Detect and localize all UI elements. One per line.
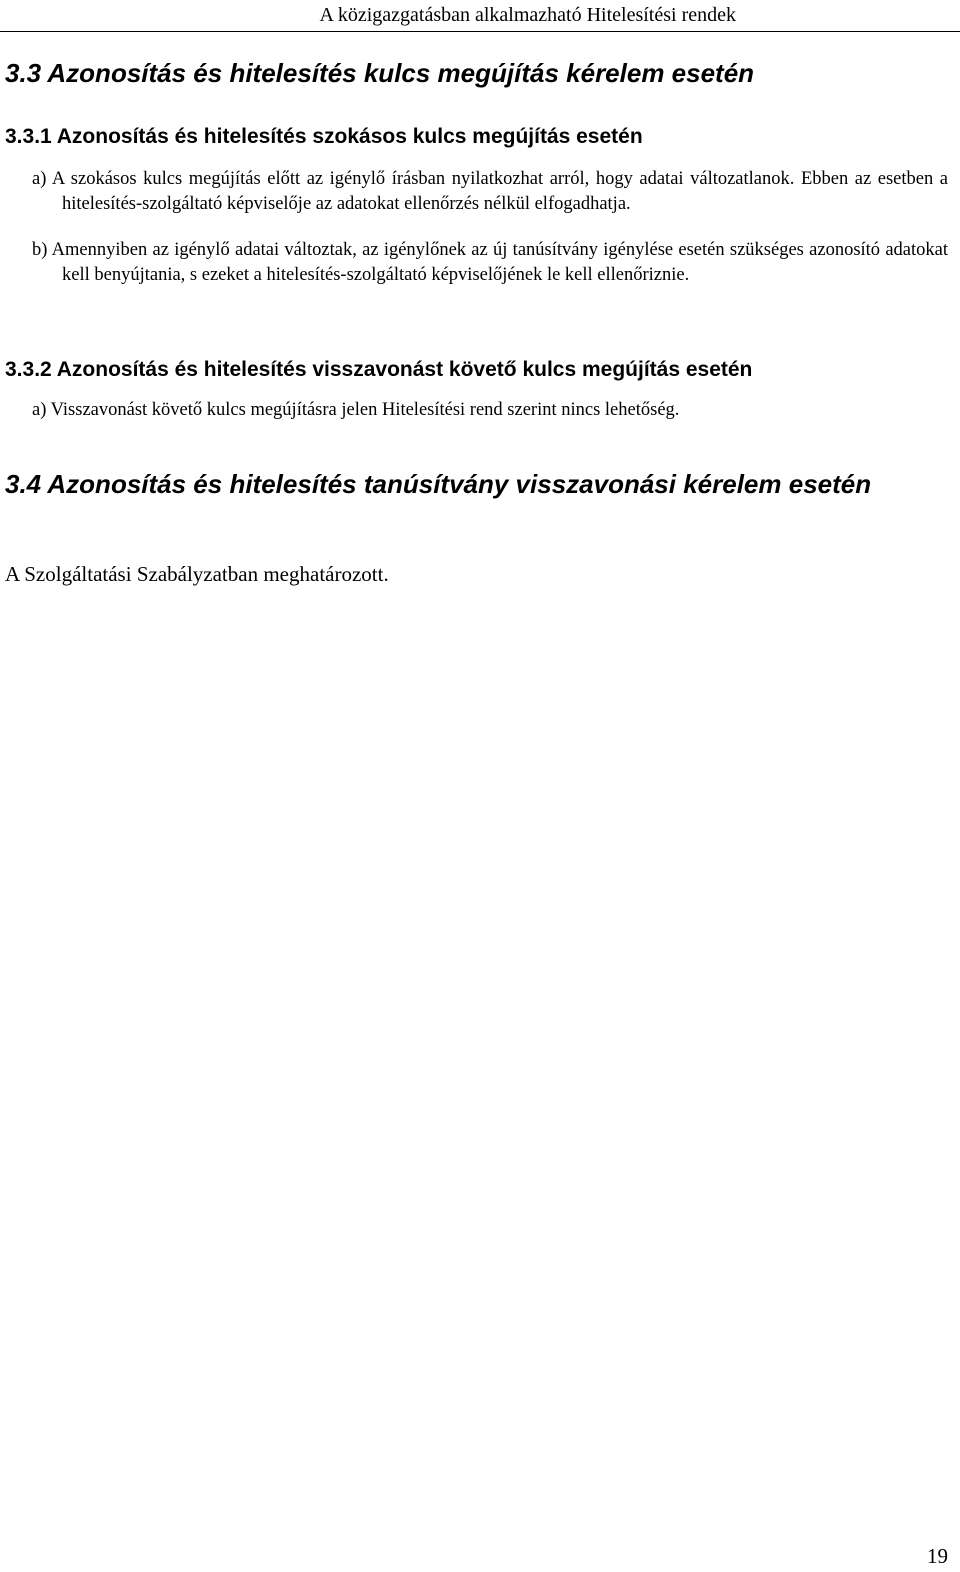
section-3-3-1-item-a: a) A szokásos kulcs megújítás előtt az igénylő írásban nyilatkozhat arról, hogy adatai változatlanok. Ebben az esetben a hitelesítés-szolgáltató képviselője az adatokat ellenőrzés nélkül elfogadhatja. [32, 169, 948, 214]
section-3-3-1-heading: 3.3.1 Azonosítás és hitelesítés szokásos kulcs megújítás esetén [5, 125, 643, 148]
section-3-3-2-item-a: a) Visszavonást követő kulcs megújításra jelen Hitelesítési rend szerint nincs lehetőség. [32, 400, 680, 420]
section-3-3-1-item-b: b) Amennyiben az igénylő adatai változtak, az igénylőnek az új tanúsítvány igénylése esetén szükséges azonosító adatokat kell benyújtania, s ezeket a hitelesítés-szolgáltató képviselőjének le kell ellenőriznie. [32, 240, 948, 285]
page-number: 19 [927, 1544, 948, 1568]
section-3-3-heading: 3.3 Azonosítás és hitelesítés kulcs megújítás kérelem esetén [5, 58, 755, 88]
running-header [0, 2, 960, 32]
section-3-4-heading: 3.4 Azonosítás és hitelesítés tanúsítvány visszavonási kérelem esetén [5, 469, 872, 499]
section-3-4-body: A Szolgáltatási Szabályzatban meghatározott. [5, 562, 389, 586]
section-3-3-2-heading: 3.3.2 Azonosítás és hitelesítés visszavonást követő kulcs megújítás esetén [5, 358, 753, 381]
running-header-title: A közigazgatásban alkalmazható Hitelesítési rendek [319, 4, 736, 26]
